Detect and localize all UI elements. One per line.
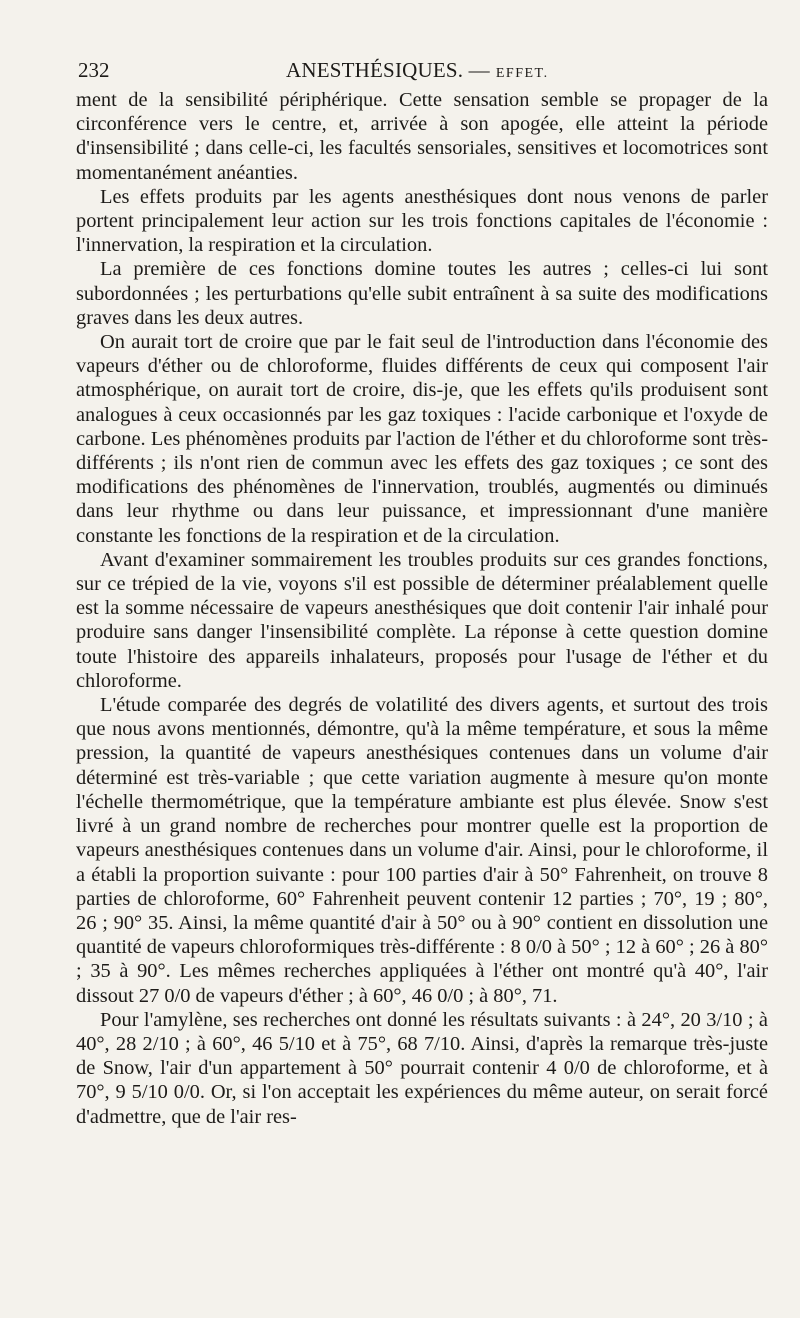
paragraph: L'étude comparée des degrés de volatilité des divers agents, et surtout des trois que nous avons mentionnés, démontre, qu'à la même température, et sous la même pression, la quantité de vapeurs anesthésiques contenues dans un volume d'air déterminé est très-variable ; que cette variation augmente à mesure qu'on monte l'échelle thermométrique, que la température ambiante est plus élevée. Snow s'est livré à un grand nombre de recherches pour montrer quelle est la proportion de vapeurs anesthésiques contenues dans un volume d'air. Ainsi, pour le chloroforme, il a établi la proportion suivante : pour 100 parties d'air à 50° Fahrenheit, on trouve 8 parties de chloroforme, 60° Fahrenheit peuvent contenir 12 parties ; 70°, 19 ; 80°, 26 ; 90° 35. Ainsi, la même quantité d'air à 50° ou à 90° contient en dissolution une quantité de vapeurs chloroformiques très-différente : 8 0/0 à 50° ; 12 à 60° ; 26 à 80° ; 35 à 90°. Les mêmes recherches appliquées à l'éther ont montré qu'à 40°, l'air dissout 27 0/0 de vapeurs d'éther ; à 60°, 46 0/0 ; à 80°, 71.	[76, 694, 768, 1007]
running-title-main: ANESTHÉSIQUES. —	[286, 58, 490, 82]
page-number: 232	[78, 58, 110, 82]
paragraph: Les effets produits par les agents anesthésiques dont nous venons de parler portent principalement leur action sur les trois fonctions capitales de l'économie : l'innervation, la respiration et la circulation.	[76, 185, 768, 257]
paragraph: Pour l'amylène, ses recherches ont donné les résultats suivants : à 24°, 20 3/10 ; à 40°, 28 2/10 ; à 60°, 46 5/10 et à 75°, 68 7/10. Ainsi, d'après la remarque très-juste de Snow, l'air d'un appartement à 50° pourrait contenir 4 0/0 de chloroforme, et à 70°, 9 5/10 0/0. Or, si l'on acceptait les expériences du même auteur, on serait forcé d'admettre, que de l'air res-	[76, 1008, 768, 1128]
running-title	[286, 58, 549, 83]
running-title-sub: EFFET.	[495, 66, 549, 81]
paragraph: ment de la sensibilité périphérique. Cette sensation semble se propager de la circonférence vers le centre, et, arrivée à son apogée, elle atteint la période d'insensibilité ; dans celle-ci, les facultés sensoriales, sensitives et locomotrices sont momentanément anéanties.	[76, 89, 768, 184]
body-text	[76, 88, 768, 1129]
paragraph: On aurait tort de croire que par le fait seul de l'introduction dans l'économie des vapeurs d'éther ou de chloroforme, fluides différents de ceux qui composent l'air atmosphérique, on aurait tort de croire, dis-je, que les effets qu'ils produisent sont analogues à ceux occasionnés par les gaz toxiques : l'acide carbonique et l'oxyde de carbone. Les phénomènes produits par l'action de l'éther et du chloroforme sont très-différents ; ils n'ont rien de commun avec les effets des gaz toxiques ; ce sont des modifications des phénomènes de l'innervation, troublés, augmentés ou diminués dans leur rhythme ou dans leur puissance, et impressionnant d'une manière constante les fonctions de la respiration et de la circulation.	[76, 331, 768, 547]
paragraph: La première de ces fonctions domine toutes les autres ; celles-ci lui sont subordonnées ; les perturbations qu'elle subit entraînent à sa suite des modifications graves dans les deux autres.	[76, 258, 768, 329]
running-header	[76, 50, 764, 86]
paragraph: Avant d'examiner sommairement les troubles produits sur ces grandes fonctions, sur ce trépied de la vie, voyons s'il est possible de déterminer préalablement quelle est la somme nécessaire de vapeurs anesthésiques que doit contenir l'air inhalé pour produire sans danger l'insensibilité complète. La réponse à cette question domine toute l'histoire des appareils inhalateurs, proposés pour l'usage de l'éther et du chloroforme.	[76, 548, 768, 692]
